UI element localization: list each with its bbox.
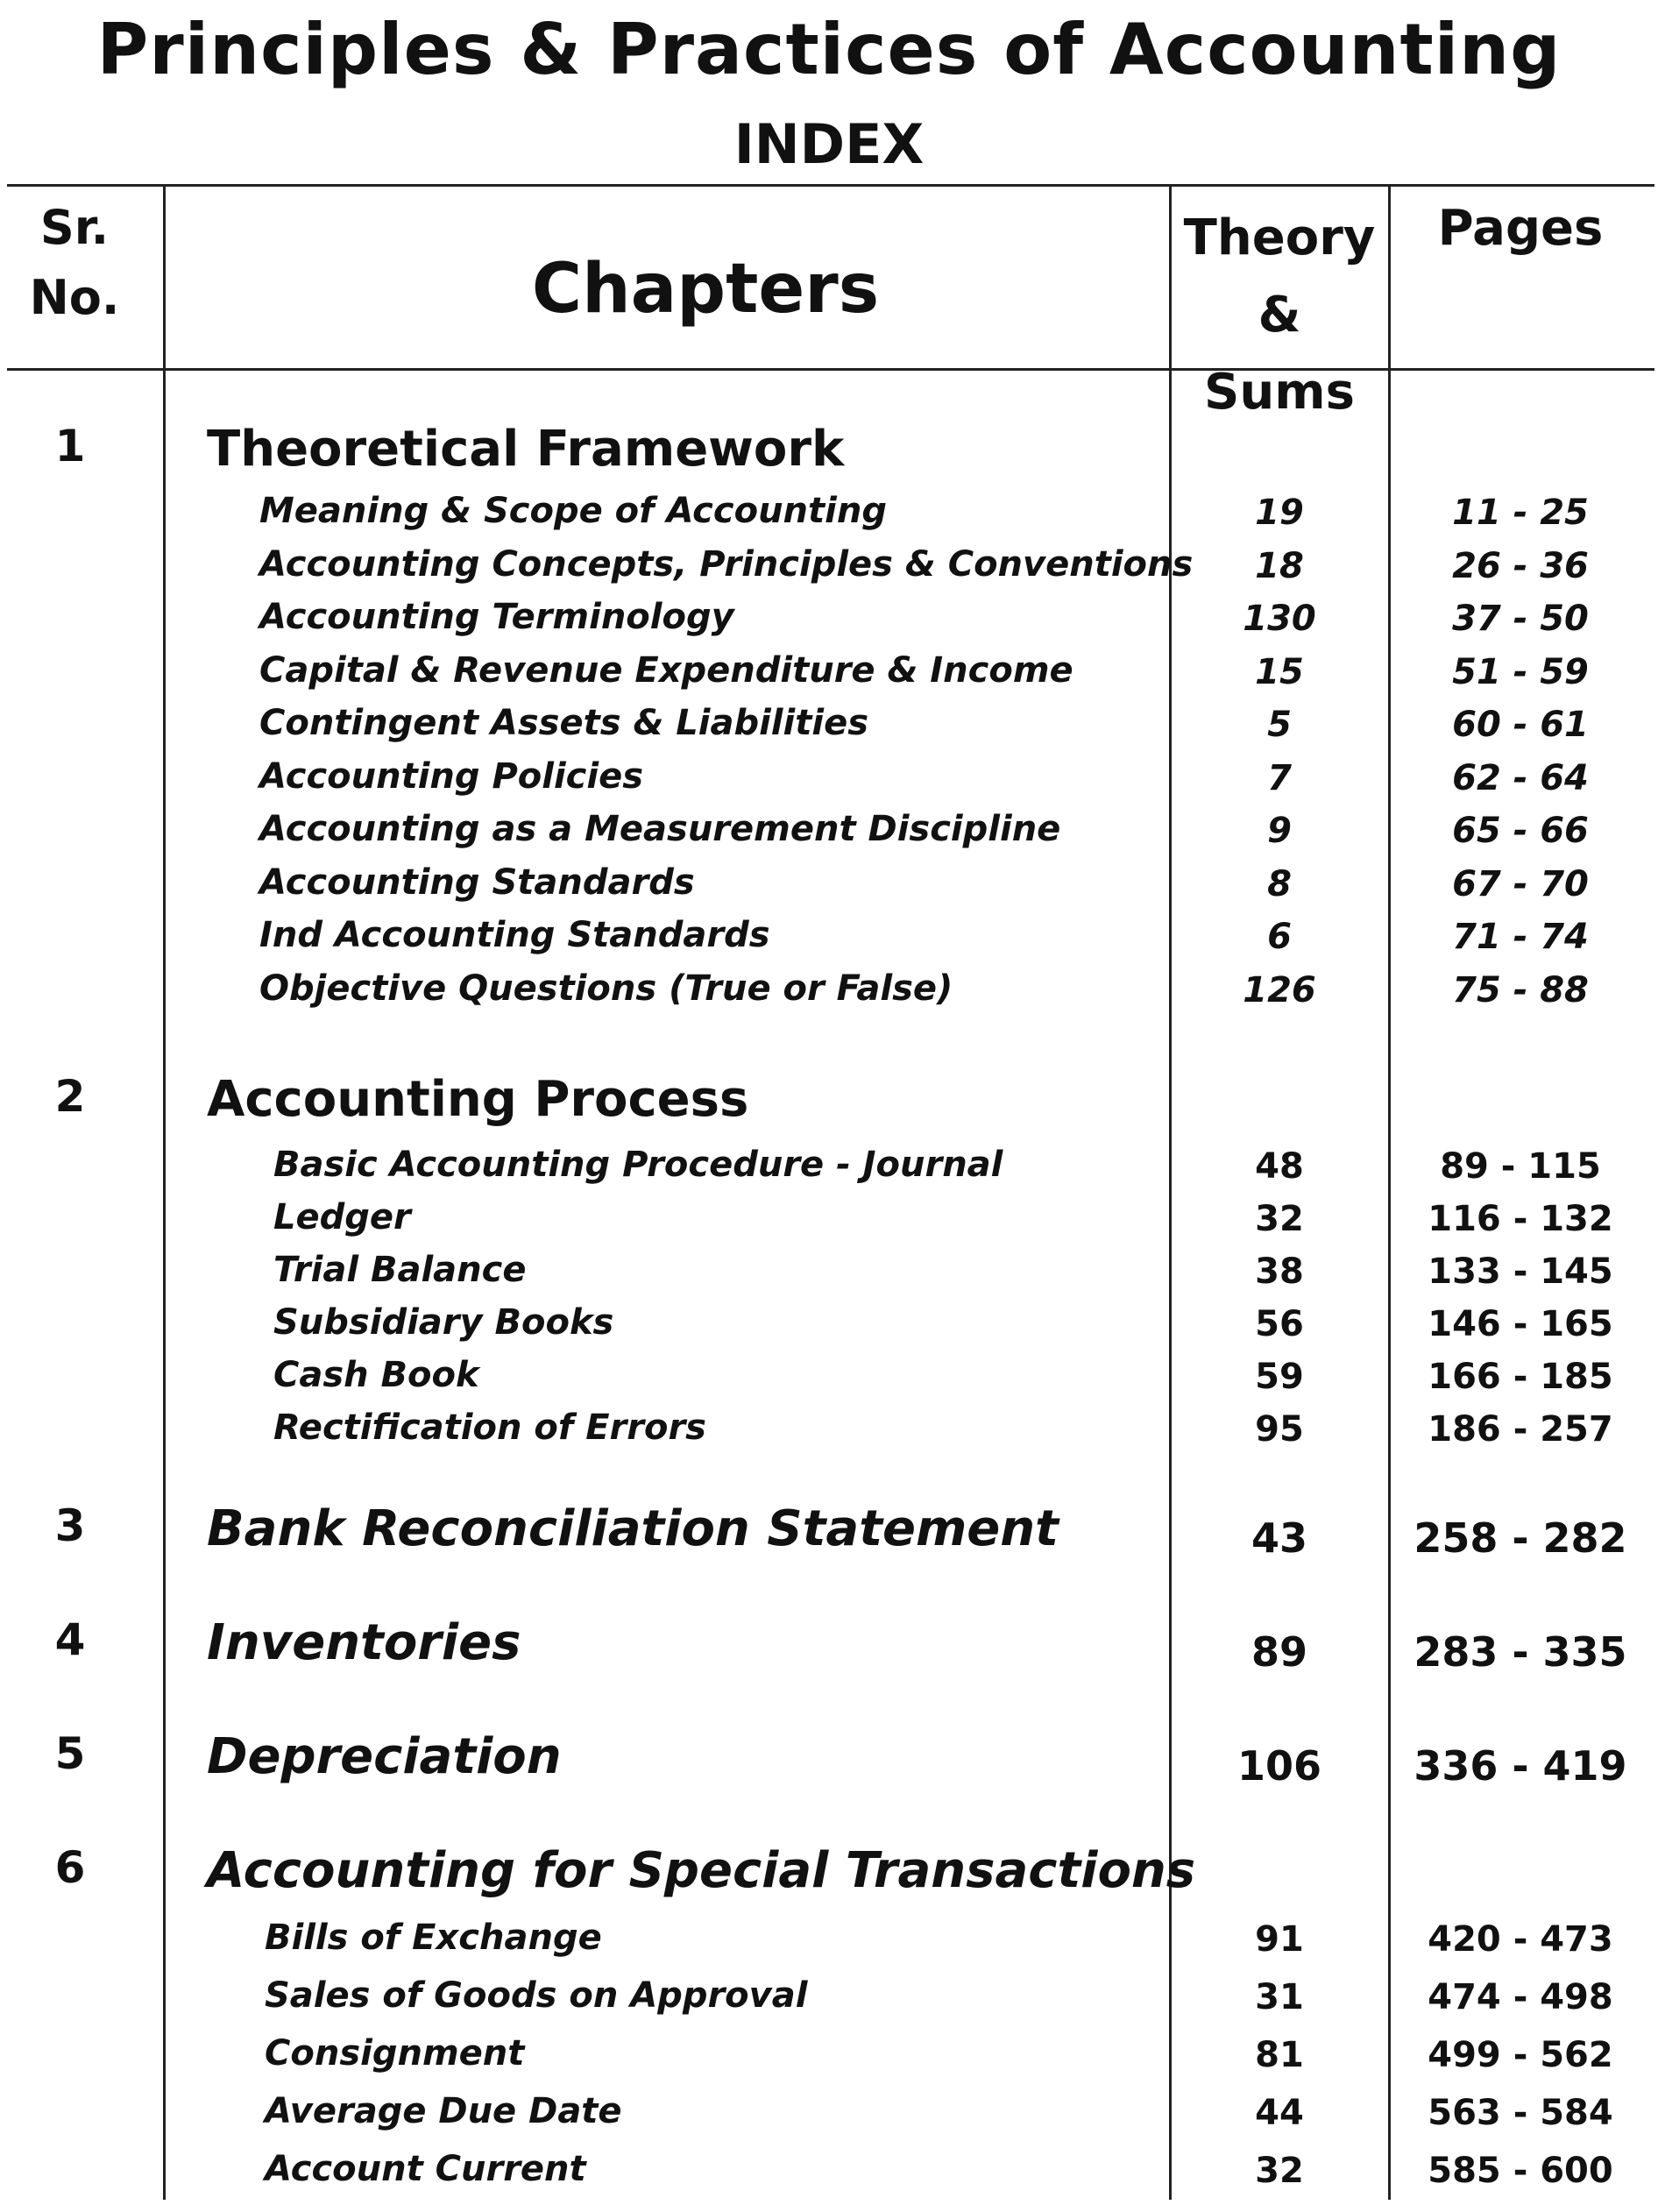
section-row [0, 756, 1658, 812]
header-chapters: Chapters [531, 250, 880, 329]
section-theory-count: 32 [1255, 1199, 1304, 1239]
section-title: Meaning & Scope of Accounting [259, 491, 887, 531]
chapter-number: 3 [54, 1500, 86, 1551]
section-pages: 75 - 88 [1452, 969, 1589, 1010]
chapter-row [0, 1500, 1658, 1562]
chapter-pages: 283 - 335 [1414, 1628, 1627, 1676]
header-sr-no-line2: No. [29, 270, 120, 325]
section-theory-count: 126 [1243, 969, 1316, 1010]
section-theory-count: 18 [1255, 545, 1304, 586]
section-pages: 60 - 61 [1452, 705, 1589, 745]
section-pages: 26 - 36 [1452, 545, 1589, 586]
chapter-row [0, 1071, 1658, 1127]
section-pages: 51 - 59 [1452, 651, 1589, 692]
section-theory-count: 95 [1255, 1409, 1304, 1450]
section-row [0, 2149, 1658, 2205]
header-sr-no-line1: Sr. [39, 200, 110, 255]
section-row [0, 1145, 1658, 1201]
section-theory-count: 6 [1267, 917, 1292, 957]
section-row [0, 2033, 1658, 2089]
header-theory-line2: & Sums [1204, 287, 1355, 421]
document-subtitle: INDEX [733, 112, 925, 176]
chapter-theory-count: 106 [1236, 1742, 1322, 1790]
section-pages: 133 - 145 [1428, 1251, 1613, 1292]
section-theory-count: 48 [1255, 1146, 1304, 1187]
section-row [0, 915, 1658, 971]
section-pages: 146 - 165 [1428, 1304, 1613, 1344]
section-row [0, 1918, 1658, 1974]
chapter-pages: 336 - 419 [1414, 1742, 1627, 1790]
section-title: Accounting Policies [259, 755, 644, 797]
section-pages: 65 - 66 [1452, 811, 1589, 851]
chapter-pages: 258 - 282 [1414, 1514, 1627, 1562]
section-title: Trial Balance [273, 1250, 527, 1290]
section-theory-count: 38 [1255, 1251, 1304, 1292]
section-row [0, 1407, 1658, 1464]
section-title: Objective Questions (True or False) [259, 968, 953, 1009]
section-pages: 71 - 74 [1452, 917, 1589, 957]
section-title: Account Current [265, 2149, 586, 2189]
chapter-row [0, 1728, 1658, 1790]
section-theory-count: 5 [1267, 705, 1292, 745]
chapter-theory-count: 43 [1251, 1514, 1307, 1562]
section-row [0, 597, 1658, 653]
section-pages: 499 - 562 [1428, 2035, 1613, 2075]
section-pages: 62 - 64 [1452, 757, 1589, 798]
chapter-title: Inventories [207, 1614, 521, 1671]
section-row [0, 1355, 1658, 1411]
section-title: Rectification of Errors [273, 1407, 706, 1448]
section-title: Sales of Goods on Approval [265, 1975, 808, 2016]
chapter-title: Bank Reconciliation Statement [207, 1500, 1059, 1557]
section-row [0, 1197, 1658, 1253]
section-pages: 585 - 600 [1428, 2151, 1613, 2191]
section-row [0, 491, 1658, 547]
section-theory-count: 44 [1255, 2093, 1304, 2133]
section-theory-count: 59 [1255, 1357, 1304, 1397]
section-row [0, 544, 1658, 600]
section-theory-count: 7 [1267, 757, 1292, 798]
section-title: Cash Book [273, 1355, 479, 1395]
chapter-title: Accounting for Special Transactions [207, 1842, 1196, 1899]
chapter-number: 2 [54, 1071, 86, 1122]
section-theory-count: 130 [1243, 599, 1316, 639]
section-pages: 474 - 498 [1428, 1977, 1613, 2017]
section-pages: 420 - 473 [1428, 1919, 1613, 1960]
section-title: Consignment [265, 2033, 525, 2074]
section-title: Ledger [273, 1197, 411, 1237]
section-row [0, 809, 1658, 865]
chapter-title: Accounting Process [207, 1071, 749, 1128]
section-theory-count: 19 [1255, 493, 1304, 533]
section-theory-count: 9 [1267, 811, 1292, 851]
chapter-row [0, 1842, 1658, 1898]
section-theory-count: 56 [1255, 1304, 1304, 1344]
section-pages: 67 - 70 [1452, 863, 1589, 904]
section-title: Accounting Concepts, Principles & Conventions [259, 543, 1194, 585]
section-pages: 37 - 50 [1452, 599, 1589, 639]
chapter-row [0, 421, 1658, 477]
section-title: Ind Accounting Standards [259, 915, 770, 955]
document-title: Principles & Practices of Accounting [96, 9, 1562, 90]
chapter-title: Theoretical Framework [207, 421, 845, 478]
section-theory-count: 81 [1255, 2035, 1304, 2075]
section-title: Capital & Revenue Expenditure & Income [259, 649, 1073, 691]
section-title: Accounting Terminology [259, 597, 734, 637]
chapter-number: 5 [54, 1728, 86, 1779]
section-row [0, 2091, 1658, 2147]
chapter-number: 1 [54, 421, 86, 471]
section-row [0, 968, 1658, 1024]
section-row [0, 703, 1658, 759]
chapter-number: 6 [54, 1842, 86, 1893]
header-pages: Pages [1437, 200, 1604, 257]
section-title: Contingent Assets & Liabilities [259, 703, 868, 743]
section-theory-count: 15 [1255, 651, 1304, 692]
header-theory-line1: Theory [1183, 209, 1376, 266]
section-title: Accounting as a Measurement Discipline [259, 809, 1061, 849]
section-row [0, 1250, 1658, 1306]
chapter-row [0, 1614, 1658, 1676]
section-title: Accounting Standards [259, 861, 695, 903]
section-theory-count: 8 [1267, 863, 1292, 904]
section-theory-count: 32 [1255, 2151, 1304, 2191]
section-pages: 11 - 25 [1452, 493, 1589, 533]
section-theory-count: 91 [1255, 1919, 1304, 1960]
chapter-number: 4 [54, 1614, 86, 1665]
chapter-title: Depreciation [207, 1728, 562, 1785]
section-row [0, 650, 1658, 706]
section-pages: 563 - 584 [1428, 2093, 1613, 2133]
section-row [0, 1302, 1658, 1358]
section-pages: 186 - 257 [1428, 1409, 1613, 1450]
section-title: Average Due Date [265, 2091, 622, 2131]
section-title: Bills of Exchange [265, 1918, 602, 1958]
section-pages: 166 - 185 [1428, 1357, 1613, 1397]
section-pages: 89 - 115 [1440, 1146, 1601, 1187]
section-theory-count: 31 [1255, 1977, 1304, 2017]
section-title: Subsidiary Books [273, 1302, 614, 1343]
chapter-theory-count: 89 [1251, 1628, 1307, 1676]
section-title: Basic Accounting Procedure - Journal [273, 1145, 1003, 1185]
section-row [0, 1975, 1658, 2031]
section-row [0, 862, 1658, 918]
section-pages: 116 - 132 [1428, 1199, 1613, 1239]
